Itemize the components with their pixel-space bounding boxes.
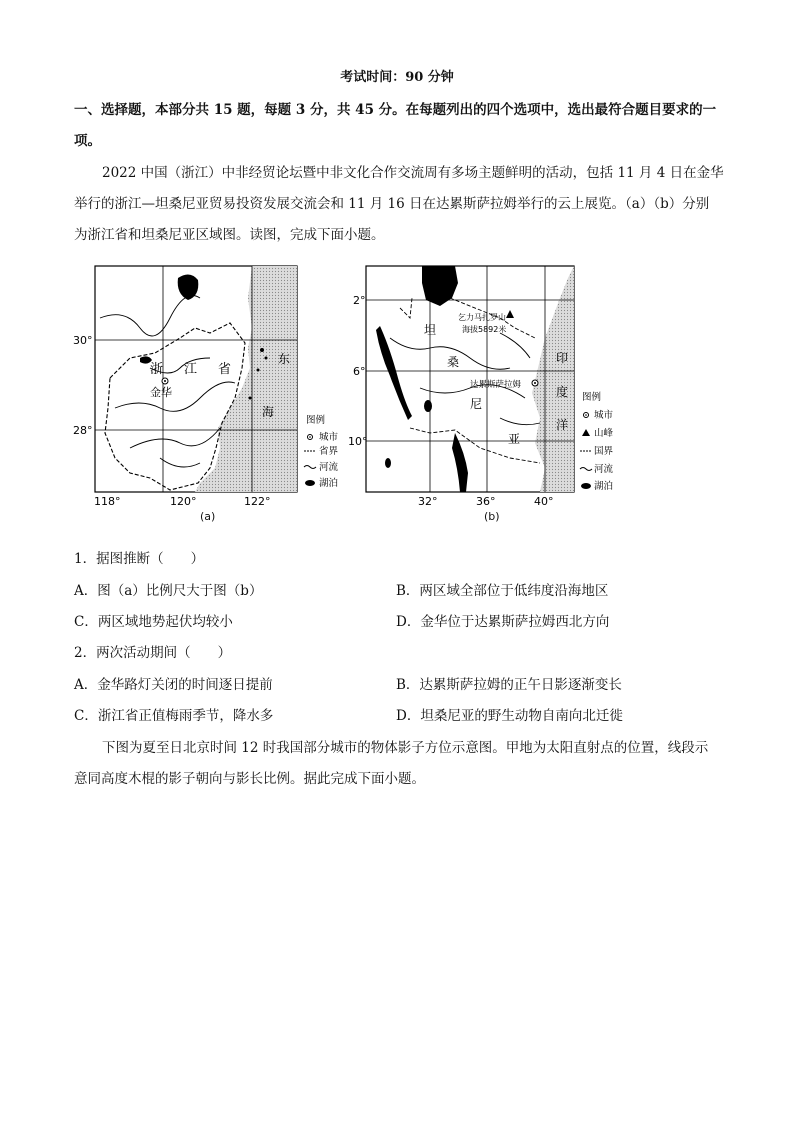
svg-text:图例: 图例 [582, 392, 602, 403]
label-dar: 达累斯萨拉姆 [470, 380, 522, 390]
label-ya: 亚 [508, 432, 521, 446]
map-a-legend [304, 414, 339, 489]
intro-line1: 2022 中国（浙江）中非经贸论坛暨中非文化合作交流周有多场主题鲜明的活动，包括 11 月 4 日在金华 [102, 165, 724, 181]
svg-text:湖泊: 湖泊 [594, 481, 614, 492]
label-sang: 桑 [447, 355, 460, 369]
intro-line2: 举行的浙江—坦桑尼亚贸易投资发展交流会和 11 月 16 日在达累斯萨拉姆举行的云上展览。（a）（b）分别 [74, 196, 710, 212]
q1-stem: 1．据图推断（ ） [74, 551, 205, 567]
svg-text:山峰: 山峰 [594, 428, 614, 439]
next-passage-line1: 下图为夏至日北京时间 12 时我国部分城市的物体影子方位示意图。甲地为太阳直射点的位置，线段示 [102, 740, 709, 756]
lat-label-30: 30° [73, 334, 93, 347]
next-passage-line2: 意同高度木棍的影子朝向与影长比例。据此完成下面小题。 [74, 771, 425, 787]
label-kilimanjaro-alt: 海拔5892米 [462, 325, 507, 334]
section-heading-line2: 项。 [74, 133, 101, 149]
lat-label-28: 28° [73, 424, 93, 437]
label-tan: 坦 [424, 323, 437, 337]
q1-option-a[interactable]: A．图（a）比例尺大于图（b） [74, 583, 263, 599]
exam-time: 考试时间：90 分钟 [340, 70, 454, 85]
label-kilimanjaro: 乞力马扎罗山 [458, 313, 506, 322]
q1-option-c[interactable]: C．两区域地势起伏均较小 [74, 614, 233, 630]
map-a-zhejiang [70, 258, 340, 528]
q2-stem: 2．两次活动期间（ ） [74, 645, 232, 661]
map-b-tanzania [350, 258, 630, 528]
q2-option-a[interactable]: A．金华路灯关闭的时间逐日提前 [74, 677, 273, 693]
svg-text:河流: 河流 [594, 464, 614, 475]
q2-option-b[interactable]: B．达累斯萨拉姆的正午日影逐渐变长 [396, 677, 622, 693]
map-b-legend [580, 391, 614, 492]
label-hai: 海 [262, 405, 275, 419]
svg-text:省界: 省界 [319, 446, 339, 457]
svg-text:城市: 城市 [319, 432, 339, 443]
q2-option-d[interactable]: D．坦桑尼亚的野生动物自南向北迁徙 [396, 708, 623, 724]
lat-label-6: 6° [353, 365, 366, 378]
lon-label-40: 40° [534, 495, 554, 508]
label-dong: 东 [278, 352, 291, 366]
label-yin: 印 [556, 351, 569, 365]
label-jinhua: 金华 [150, 386, 172, 399]
lon-label-36: 36° [476, 495, 496, 508]
map-a-caption: (a) [200, 510, 216, 523]
svg-text:河流: 河流 [319, 462, 339, 473]
label-zhe: 浙 [150, 362, 164, 377]
map-b-caption: (b) [484, 510, 500, 523]
q1-option-d[interactable]: D．金华位于达累斯萨拉姆西北方向 [396, 614, 610, 630]
lon-label-120: 120° [170, 495, 197, 508]
label-du: 度 [556, 385, 569, 399]
q1-option-b[interactable]: B．两区域全部位于低纬度沿海地区 [396, 583, 609, 599]
svg-text:城市: 城市 [594, 410, 614, 421]
label-sheng: 省 [218, 362, 232, 377]
lon-label-118: 118° [94, 495, 121, 508]
intro-line3: 为浙江省和坦桑尼亚区域图。读图，完成下面小题。 [74, 227, 385, 243]
svg-text:湖泊: 湖泊 [319, 478, 339, 489]
lon-label-32: 32° [418, 495, 438, 508]
lat-label-2: 2° [353, 294, 366, 307]
svg-text:国界: 国界 [594, 446, 614, 457]
q2-option-c[interactable]: C．浙江省正值梅雨季节，降水多 [74, 708, 274, 724]
label-ni: 尼 [470, 397, 483, 411]
section-heading-line1: 一、选择题，本部分共 15 题，每题 3 分，共 45 分。在每题列出的四个选项中，选出最符合题目要求的一 [74, 102, 717, 118]
label-jiang: 江 [184, 362, 198, 377]
label-yang: 洋 [556, 418, 569, 432]
lat-label-10: 10° [348, 435, 368, 448]
lon-label-122: 122° [244, 495, 271, 508]
svg-text:图例: 图例 [306, 415, 326, 426]
